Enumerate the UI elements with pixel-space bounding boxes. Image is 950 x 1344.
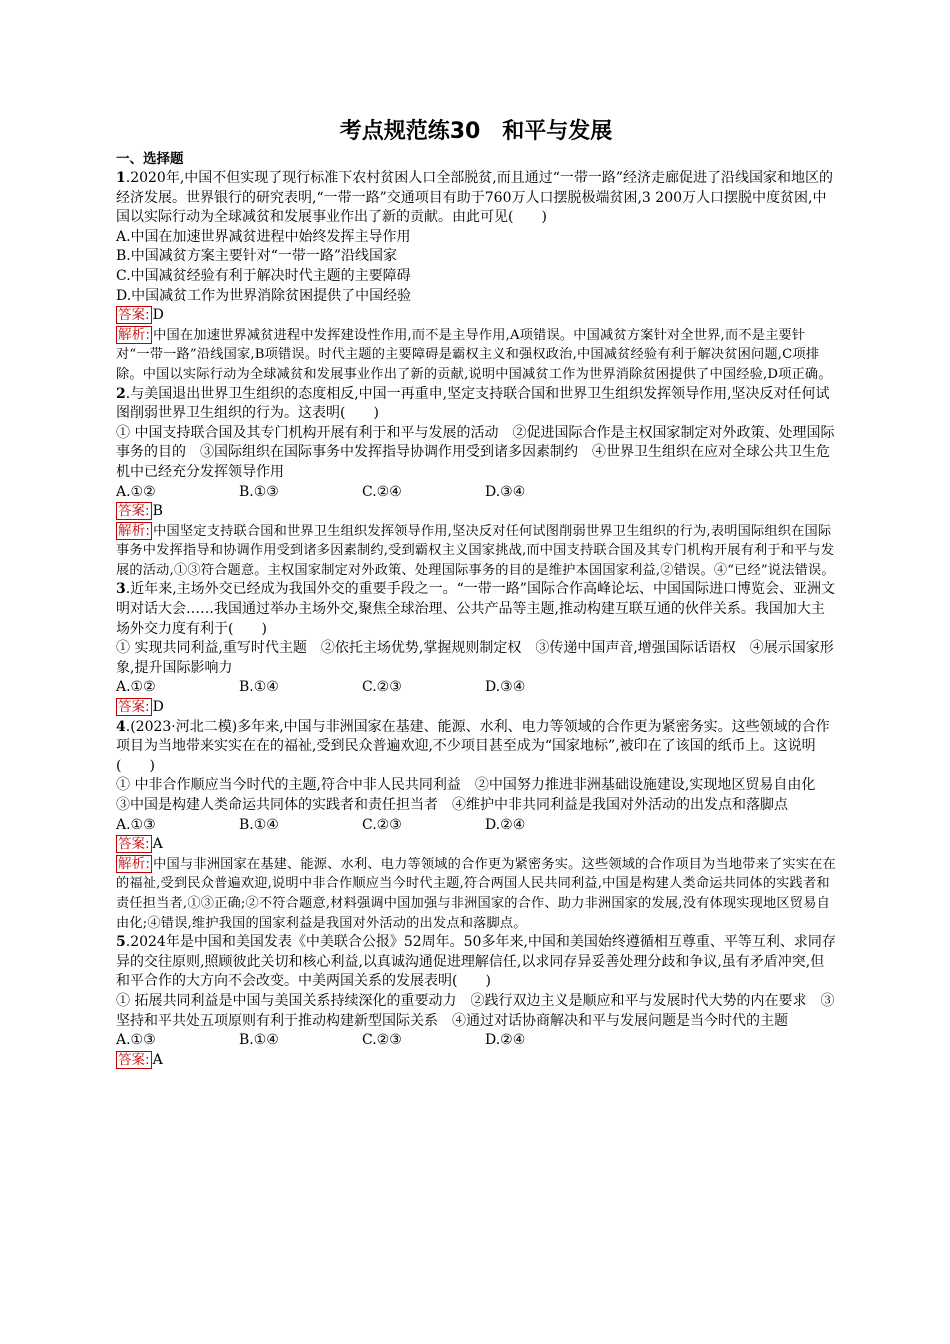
options-row [116,678,836,698]
analysis-line [116,326,836,385]
option-d: D.中国减贫工作为世界消除贫困提供了中国经验 [116,287,412,304]
option-d: D.③④ [485,679,526,696]
options-row [116,483,836,503]
option-a: A.①② [116,679,156,696]
answer-label: 答案: [118,1051,150,1068]
answer-label: 答案: [118,503,150,520]
option-b: B.①④ [239,816,279,833]
statements: ① 中国支持联合国及其专门机构开展有利于和平与发展的活动 ②促进国际合作是主权国家制定对外政策、处理国际事务的目的 ③国际组织在国际事务中发挥指导协调作用受到诸多因素制约 ④世界卫生组织在应对全球公共卫生危机中已经充分发挥领导作用 [116,424,835,480]
option-d: D.③④ [485,483,526,500]
page-title: 考点规范练30 和平与发展 [339,119,613,144]
option-a: A.①② [116,483,156,500]
question-4 [116,718,836,934]
analysis-line [116,522,836,581]
statements: ① 中非合作顺应当今时代的主题,符合中非人民共同利益 ②中国努力推进非洲基础设施建设,实现地区贸易自由化 ③中国是构建人类命运共同体的实践者和责任担当者 ④维护中非共同利益是我国对外活动的出发点和落脚点 [116,777,830,813]
section-heading: 一、选择题 [116,151,184,167]
answer-value: A [152,1051,163,1068]
question-number: 3 [116,581,126,598]
stem-text: .(2023·河北二模)多年来,中国与非洲国家在基建、能源、水利、电力等领域的合作更为紧密务实。这些领域的合作项目为当地带来实实在在的福祉,受到民众普遍欢迎,不少项目甚至成为“国家地标”,被印在了该国的纸币上。这说明( ) [116,718,830,774]
question-stem [116,580,836,639]
question-number: 1 [116,170,126,186]
answer-value: A [152,836,163,853]
analysis-line [116,855,836,933]
stem-text: .与美国退出世界卫生组织的态度相反,中国一再重申,坚定支持联合国和世界卫生组织发挥领导作用,坚决反对任何试图削弱世界卫生组织的行为。这表明( ) [116,385,830,422]
option-d: D.②④ [485,1032,526,1049]
option-a: A.①③ [116,1032,156,1049]
option-b: B.中国减贫方案主要针对“一带一路”沿线国家 [116,248,398,265]
statements: ① 拓展共同利益是中国与美国关系持续深化的重要动力 ②践行双边主义是顺应和平与发展时代大势的内在要求 ③坚持和平共处五项原则有利于推动构建新型国际关系 ④通过对话协商解决和平与发展问题是当今时代的主题 [116,992,835,1029]
statements: ① 实现共同利益,重写时代主题 ②依托主场优势,掌握规则制定权 ③传递中国声音,增强国际话语权 ④展示国家形象,提升国际影响力 [116,640,834,676]
options-row [116,1031,836,1051]
answer-line [116,306,836,326]
question-2 [116,385,836,581]
stem-text: .近年来,主场外交已经成为我国外交的重要手段之一。“一带一路”国际合作高峰论坛、中国国际进口博览会、亚洲文明对话大会……我国通过举办主场外交,聚焦全球治理、公共产品等主题,推动构建互联互通的伙伴关系。我国加大主场外交力度有利于( ) [116,581,835,637]
analysis-label: 解析: [118,326,151,343]
analysis-label: 解析: [118,522,151,539]
question-number: 5 [116,934,126,951]
question-stem [116,169,836,228]
answer-line [116,698,836,718]
option-b: B.①④ [239,679,279,696]
option-b: B.①③ [239,483,279,500]
answer-value: B [152,503,163,520]
option-a: A.①③ [116,816,156,833]
answer-line [116,502,836,522]
answer-label: 答案: [118,699,150,716]
question-number: 4 [116,718,126,735]
answer-line [116,835,836,855]
answer-label: 答案: [118,307,150,324]
option-b: B.①④ [239,1032,279,1049]
analysis-label: 解析: [118,855,151,872]
option-c: C.②④ [362,483,402,500]
analysis-text: 中国与非洲国家在基建、能源、水利、电力等领域的合作更为紧密务实。这些领域的合作项目为当地带来了实实在在的福祉,受到民众普遍欢迎,说明中非合作顺应当今时代主题,符合两国人民共同利益,中国是构建人类命运共同体的实践者和责任担当者,①③正确;②不符合题意,材料强调中国加强与非洲国家的合作、助力非洲国家的发展,没有体现实现地区贸易自由化;④错误,维护我国的国家利益是我国对外活动的出发点和落脚点。 [116,856,836,931]
question-1 [116,169,836,385]
question-number: 2 [116,385,126,402]
question-stem [116,718,836,777]
answer-value: D [152,307,164,324]
question-stem [116,385,836,424]
document-page [116,112,836,1070]
stem-text: .2024年是中国和美国发表《中美联合公报》52周年。50多年来,中国和美国始终遵循相互尊重、平等互利、求同存异的交往原则,照顾彼此关切和核心利益,以真诚沟通促进理解信任,以求同存异妥善处理分歧和争议,虽有矛盾冲突,但和平合作的大方向不会改变。中美两国关系的发展表明( ) [116,934,836,990]
analysis-text: 中国在加速世界减贫进程中发挥建设性作用,而不是主导作用,A项错误。中国减贫方案针对全世界,而不是主要针对“一带一路”沿线国家,B项错误。时代主题的主要障碍是霸权主义和强权政治,中国减贫经验有利于解决贫困问题,C项排除。中国以实际行动为全球减贫和发展事业作出了新的贡献,说明中国减贫工作为世界消除贫困提供了中国经验,D项正确。 [116,327,832,382]
answer-line [116,1051,836,1071]
answer-value: D [152,699,164,716]
question-5 [116,933,836,1070]
option-d: D.②④ [485,816,526,833]
options-row [116,816,836,836]
option-c: C.中国减贫经验有利于解决时代主题的主要障碍 [116,267,411,284]
answer-label: 答案: [118,836,150,853]
option-a: A.中国在加速世界减贫进程中始终发挥主导作用 [116,228,411,245]
option-c: C.②③ [362,1032,402,1049]
analysis-text: 中国坚定支持联合国和世界卫生组织发挥领导作用,坚决反对任何试图削弱世界卫生组织的行为,表明国际组织在国际事务中发挥指导和协调作用受到诸多因素制约,受到霸权主义国家挑战,而中国支持联合国及其专门机构开展有利于和平与发展的活动,①③符合题意。主权国家制定对外政策、处理国际事务的目的是维护本国国家利益,②错误。④“已经”说法错误。 [116,523,835,578]
option-c: C.②③ [362,816,402,833]
option-c: C.②③ [362,679,402,696]
question-3 [116,580,836,717]
stem-text: .2020年,中国不但实现了现行标准下农村贫困人口全部脱贫,而且通过“一带一路”经济走廊促进了沿线国家和地区的经济发展。世界银行的研究表明,“一带一路”交通项目有助于760万人口摆脱极端贫困,3 200万人口摆脱中度贫困,中国以实际行动为全球减贫和发展事业作出了新的贡献。由此可见( ) [116,170,834,226]
question-stem [116,933,836,992]
